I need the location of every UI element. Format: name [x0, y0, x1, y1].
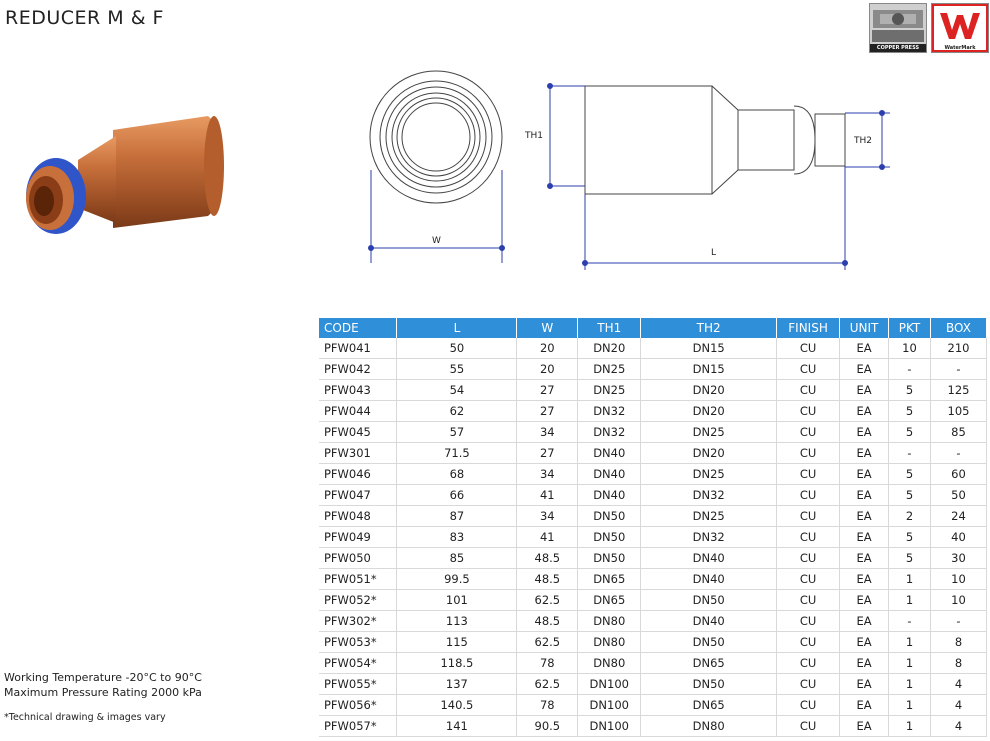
cell-box: 24 — [930, 506, 986, 527]
max-pressure-rating: Maximum Pressure Rating 2000 kPa — [4, 686, 202, 699]
cell-code: PFW042 — [319, 359, 397, 380]
cell-finish: CU — [777, 527, 840, 548]
cell-unit: EA — [840, 569, 889, 590]
l-dimension-label: L — [711, 248, 717, 258]
cell-pkt: 10 — [889, 338, 931, 359]
technical-drawing — [360, 70, 900, 280]
cell-l: 113 — [397, 611, 517, 632]
cell-l: 101 — [397, 590, 517, 611]
cell-box: 210 — [930, 338, 986, 359]
cell-code: PFW046 — [319, 464, 397, 485]
header-pkt: PKT — [889, 318, 931, 338]
working-temperature: Working Temperature -20°C to 90°C — [4, 671, 202, 684]
cell-w: 34 — [517, 506, 578, 527]
cell-th2: DN20 — [641, 380, 777, 401]
cell-finish: CU — [777, 632, 840, 653]
cell-code: PFW045 — [319, 422, 397, 443]
disclaimer-note: *Technical drawing & images vary — [4, 712, 166, 723]
cell-l: 115 — [397, 632, 517, 653]
page-title: REDUCER M & F — [5, 7, 164, 29]
cell-finish: CU — [777, 590, 840, 611]
spec-table — [319, 318, 987, 737]
cell-l: 141 — [397, 716, 517, 737]
header-w: W — [517, 318, 578, 338]
table-row — [319, 422, 987, 443]
cell-finish: CU — [777, 611, 840, 632]
cell-th1: DN80 — [578, 632, 641, 653]
cell-w: 48.5 — [517, 548, 578, 569]
cell-l: 83 — [397, 527, 517, 548]
cell-code: PFW051* — [319, 569, 397, 590]
cell-w: 48.5 — [517, 611, 578, 632]
cell-l: 85 — [397, 548, 517, 569]
cell-th1: DN40 — [578, 485, 641, 506]
cell-pkt: 5 — [889, 527, 931, 548]
header-l: L — [397, 318, 517, 338]
table-row — [319, 464, 987, 485]
cell-th1: DN100 — [578, 695, 641, 716]
cell-pkt: 5 — [889, 485, 931, 506]
cell-box: 85 — [930, 422, 986, 443]
cell-th1: DN40 — [578, 443, 641, 464]
cell-th2: DN15 — [641, 359, 777, 380]
cell-w: 27 — [517, 380, 578, 401]
copper-press-label: COPPER PRESS — [870, 44, 926, 52]
cell-l: 99.5 — [397, 569, 517, 590]
cell-th1: DN25 — [578, 359, 641, 380]
cell-w: 62.5 — [517, 590, 578, 611]
cell-code: PFW054* — [319, 653, 397, 674]
cell-box: 8 — [930, 653, 986, 674]
cell-box: 10 — [930, 569, 986, 590]
cell-pkt: - — [889, 443, 931, 464]
cell-box: 30 — [930, 548, 986, 569]
cell-box: 4 — [930, 695, 986, 716]
cell-finish: CU — [777, 695, 840, 716]
cell-th2: DN40 — [641, 548, 777, 569]
table-row — [319, 695, 987, 716]
w-dimension-label: W — [432, 236, 441, 246]
cell-pkt: 1 — [889, 695, 931, 716]
cell-box: 40 — [930, 527, 986, 548]
cell-w: 78 — [517, 653, 578, 674]
cell-th1: DN20 — [578, 338, 641, 359]
cell-th1: DN32 — [578, 401, 641, 422]
cell-finish: CU — [777, 380, 840, 401]
header-finish: FINISH — [777, 318, 840, 338]
cell-unit: EA — [840, 485, 889, 506]
product-image — [18, 108, 238, 258]
cell-code: PFW056* — [319, 695, 397, 716]
cell-finish: CU — [777, 653, 840, 674]
cell-unit: EA — [840, 590, 889, 611]
cell-w: 34 — [517, 464, 578, 485]
cell-finish: CU — [777, 506, 840, 527]
table-row — [319, 359, 987, 380]
cell-w: 34 — [517, 422, 578, 443]
cell-th1: DN80 — [578, 611, 641, 632]
cell-box: 60 — [930, 464, 986, 485]
cell-th2: DN65 — [641, 653, 777, 674]
cell-unit: EA — [840, 401, 889, 422]
cell-pkt: 5 — [889, 380, 931, 401]
cell-w: 90.5 — [517, 716, 578, 737]
cell-l: 66 — [397, 485, 517, 506]
header-unit: UNIT — [840, 318, 889, 338]
header-code: CODE — [319, 318, 397, 338]
cell-pkt: - — [889, 359, 931, 380]
cell-unit: EA — [840, 611, 889, 632]
cell-code: PFW041 — [319, 338, 397, 359]
cell-th2: DN25 — [641, 464, 777, 485]
cell-unit: EA — [840, 548, 889, 569]
cell-l: 68 — [397, 464, 517, 485]
table-row — [319, 611, 987, 632]
cell-pkt: 1 — [889, 632, 931, 653]
cell-th1: DN50 — [578, 548, 641, 569]
table-row — [319, 590, 987, 611]
cell-unit: EA — [840, 653, 889, 674]
table-header-row — [319, 318, 987, 338]
table-row — [319, 443, 987, 464]
cell-w: 20 — [517, 359, 578, 380]
cell-th2: DN25 — [641, 506, 777, 527]
cell-l: 50 — [397, 338, 517, 359]
cell-unit: EA — [840, 359, 889, 380]
cell-l: 118.5 — [397, 653, 517, 674]
cell-finish: CU — [777, 485, 840, 506]
table-row — [319, 548, 987, 569]
cell-th1: DN50 — [578, 527, 641, 548]
cell-w: 41 — [517, 527, 578, 548]
cell-finish: CU — [777, 338, 840, 359]
cell-code: PFW057* — [319, 716, 397, 737]
cell-finish: CU — [777, 422, 840, 443]
cell-th1: DN100 — [578, 674, 641, 695]
table-row — [319, 716, 987, 737]
cell-code: PFW048 — [319, 506, 397, 527]
cell-code: PFW053* — [319, 632, 397, 653]
cell-unit: EA — [840, 464, 889, 485]
cell-th1: DN65 — [578, 590, 641, 611]
cell-finish: CU — [777, 443, 840, 464]
cell-l: 87 — [397, 506, 517, 527]
cell-unit: EA — [840, 527, 889, 548]
copper-press-logo — [869, 3, 927, 53]
cell-code: PFW044 — [319, 401, 397, 422]
table-row — [319, 401, 987, 422]
cell-th1: DN65 — [578, 569, 641, 590]
cell-finish: CU — [777, 548, 840, 569]
cell-box: 10 — [930, 590, 986, 611]
cell-box: 50 — [930, 485, 986, 506]
cell-w: 27 — [517, 443, 578, 464]
table-row — [319, 569, 987, 590]
cell-th1: DN32 — [578, 422, 641, 443]
cell-unit: EA — [840, 422, 889, 443]
cell-l: 140.5 — [397, 695, 517, 716]
th1-dimension-label: TH1 — [525, 131, 543, 141]
cell-l: 71.5 — [397, 443, 517, 464]
cell-l: 54 — [397, 380, 517, 401]
cell-code: PFW047 — [319, 485, 397, 506]
cell-unit: EA — [840, 380, 889, 401]
cell-pkt: 1 — [889, 590, 931, 611]
cell-pkt: 1 — [889, 569, 931, 590]
cell-th2: DN65 — [641, 695, 777, 716]
cell-th2: DN50 — [641, 632, 777, 653]
cell-unit: EA — [840, 632, 889, 653]
table-row — [319, 506, 987, 527]
cell-code: PFW049 — [319, 527, 397, 548]
cell-th2: DN50 — [641, 590, 777, 611]
table-row — [319, 674, 987, 695]
header-box: BOX — [930, 318, 986, 338]
cell-finish: CU — [777, 401, 840, 422]
cell-w: 62.5 — [517, 632, 578, 653]
cell-pkt: 1 — [889, 653, 931, 674]
table-row — [319, 653, 987, 674]
cell-pkt: 1 — [889, 674, 931, 695]
cell-box: 105 — [930, 401, 986, 422]
cell-th2: DN40 — [641, 569, 777, 590]
cell-box: 4 — [930, 674, 986, 695]
cell-th2: DN32 — [641, 485, 777, 506]
cell-pkt: 1 — [889, 716, 931, 737]
cell-code: PFW301 — [319, 443, 397, 464]
cell-box: 8 — [930, 632, 986, 653]
cell-w: 27 — [517, 401, 578, 422]
cell-box: 125 — [930, 380, 986, 401]
cell-l: 137 — [397, 674, 517, 695]
th2-dimension-label: TH2 — [854, 136, 872, 146]
cell-pkt: 5 — [889, 422, 931, 443]
cell-th1: DN50 — [578, 506, 641, 527]
cell-w: 62.5 — [517, 674, 578, 695]
cell-pkt: 2 — [889, 506, 931, 527]
cell-th1: DN80 — [578, 653, 641, 674]
header-th1: TH1 — [578, 318, 641, 338]
cell-box: - — [930, 443, 986, 464]
cell-finish: CU — [777, 716, 840, 737]
cell-th1: DN100 — [578, 716, 641, 737]
cell-pkt: 5 — [889, 548, 931, 569]
cell-pkt: - — [889, 611, 931, 632]
cell-l: 62 — [397, 401, 517, 422]
cell-th2: DN15 — [641, 338, 777, 359]
cell-w: 20 — [517, 338, 578, 359]
cell-th2: DN25 — [641, 422, 777, 443]
cell-w: 78 — [517, 695, 578, 716]
cell-l: 55 — [397, 359, 517, 380]
cell-l: 57 — [397, 422, 517, 443]
cell-th2: DN32 — [641, 527, 777, 548]
operating-notes — [4, 670, 202, 700]
table-row — [319, 485, 987, 506]
cell-finish: CU — [777, 674, 840, 695]
header-th2: TH2 — [641, 318, 777, 338]
cell-box: 4 — [930, 716, 986, 737]
cell-code: PFW052* — [319, 590, 397, 611]
cell-unit: EA — [840, 716, 889, 737]
cell-unit: EA — [840, 695, 889, 716]
table-row — [319, 632, 987, 653]
cell-finish: CU — [777, 464, 840, 485]
cell-code: PFW050 — [319, 548, 397, 569]
cell-box: - — [930, 611, 986, 632]
cell-th2: DN80 — [641, 716, 777, 737]
table-row — [319, 380, 987, 401]
cell-box: - — [930, 359, 986, 380]
cell-th1: DN40 — [578, 464, 641, 485]
cell-w: 41 — [517, 485, 578, 506]
watermark-label: WaterMark — [944, 45, 976, 51]
cell-code: PFW302* — [319, 611, 397, 632]
table-row — [319, 527, 987, 548]
cell-th2: DN40 — [641, 611, 777, 632]
cell-unit: EA — [840, 674, 889, 695]
cell-code: PFW043 — [319, 380, 397, 401]
cell-finish: CU — [777, 569, 840, 590]
cell-th1: DN25 — [578, 380, 641, 401]
cell-pkt: 5 — [889, 464, 931, 485]
table-row — [319, 338, 987, 359]
cell-unit: EA — [840, 443, 889, 464]
cell-unit: EA — [840, 338, 889, 359]
cell-th2: DN20 — [641, 443, 777, 464]
cell-unit: EA — [840, 506, 889, 527]
cell-th2: DN20 — [641, 401, 777, 422]
cell-pkt: 5 — [889, 401, 931, 422]
cell-th2: DN50 — [641, 674, 777, 695]
cell-finish: CU — [777, 359, 840, 380]
watermark-logo — [931, 3, 989, 53]
cell-code: PFW055* — [319, 674, 397, 695]
cell-w: 48.5 — [517, 569, 578, 590]
